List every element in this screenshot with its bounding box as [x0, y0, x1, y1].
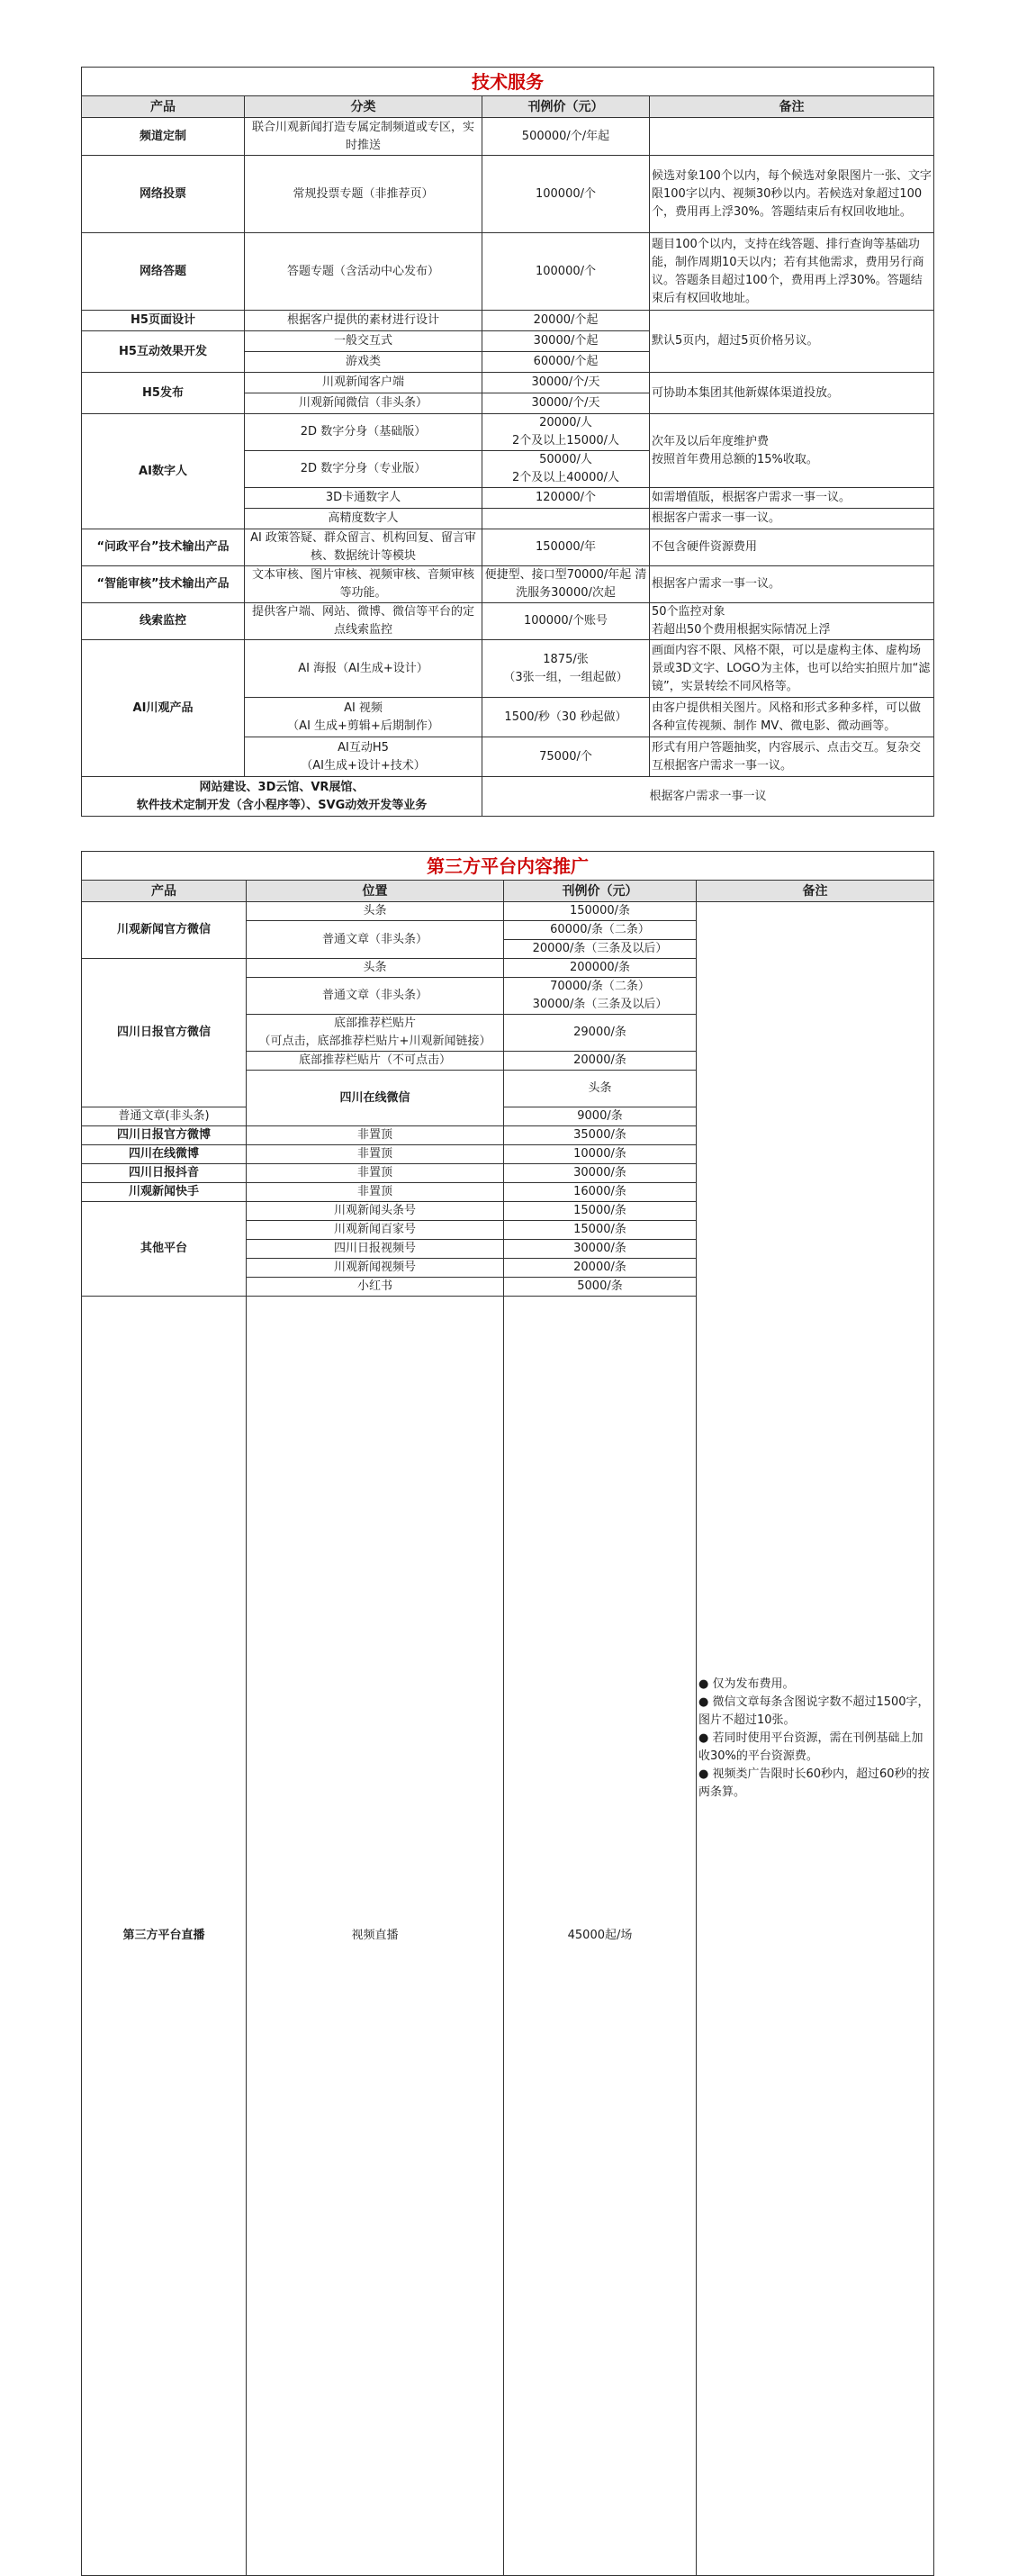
product-cell: AI数字人: [82, 414, 245, 529]
table-row: [82, 566, 934, 603]
category-cell: 高精度数字人: [245, 509, 482, 529]
price-cell: 100000/个: [482, 233, 650, 311]
third-party-title: 第三方平台内容推广: [82, 852, 934, 881]
price-cell: [482, 451, 650, 488]
price-line: 70000/条（二条）: [550, 980, 650, 993]
note-line: 按照首年费用总额的15%收取。: [652, 452, 818, 466]
note-item: ● 微信文章每条含图说字数不超过1500字，图片不超过10张。: [698, 1695, 930, 1727]
position-cell: 非置顶: [247, 1164, 504, 1183]
category-cell: AI 海报（AI生成+设计）: [245, 640, 482, 698]
note-item: ● 仅为发布费用。: [698, 1677, 795, 1691]
product-cell: 线索监控: [82, 603, 245, 640]
price-cell: 30000/个/天: [482, 373, 650, 393]
note-cell: 不包含硬件资源费用: [650, 529, 934, 566]
note-line: 50个监控对象: [652, 605, 725, 619]
product-cell: 四川日报官方微博: [82, 1126, 247, 1145]
price-cell: 60000/条（二条）: [504, 921, 697, 940]
product-cell: “问政平台”技术输出产品: [82, 529, 245, 566]
category-cell: 文本审核、图片审核、视频审核、音频审核等功能。: [245, 566, 482, 603]
tech-services-title: 技术服务: [82, 68, 934, 96]
header-product: 产品: [82, 96, 245, 118]
position-cell: 非置顶: [247, 1126, 504, 1145]
position-line: 底部推荐栏贴片: [333, 1017, 416, 1030]
category-cell: 川观新闻微信（非头条）: [245, 393, 482, 414]
category-cell: 一般交互式: [245, 331, 482, 352]
header-category: 分类: [245, 96, 482, 118]
price-cell: 500000/个/年起: [482, 118, 650, 156]
position-cell: 底部推荐栏贴片（不可点击）: [247, 1052, 504, 1071]
position-cell: 普通文章（非头条）: [247, 978, 504, 1015]
position-cell: 川观新闻视频号: [247, 1259, 504, 1278]
product-cell: 川观新闻官方微信: [82, 902, 247, 959]
header-price: 刊例价（元）: [482, 96, 650, 118]
product-cell: 四川日报抖音: [82, 1164, 247, 1183]
header-position: 位置: [247, 881, 504, 902]
product-cell: 四川在线微信: [247, 1071, 504, 1126]
price-cell: 20000/个起: [482, 311, 650, 331]
price-cell: 29000/条: [504, 1015, 697, 1052]
product-cell: AI川观产品: [82, 640, 245, 777]
position-cell: 头条: [504, 1071, 697, 1107]
table-row: [82, 118, 934, 156]
price-cell: 100000/个: [482, 156, 650, 233]
category-cell: AI 政策答疑、群众留言、机构回复、留言审核、数据统计等模块: [245, 529, 482, 566]
position-cell: 头条: [247, 902, 504, 921]
note-cell: 题目100个以内，支持在线答题、排行查询等基础功能，制作周期10天以内；若有其他需求，费用另行商议。答题条目超过100个，费用再上浮30%。答题结束后有权回收地址。: [650, 233, 934, 311]
position-cell: 小红书: [247, 1278, 504, 1297]
note-item: ● 若同时使用平台资源，需在刊例基础上加收30%的平台资源费。: [698, 1731, 923, 1763]
category-cell: 川观新闻客户端: [245, 373, 482, 393]
note-cell: 默认5页内，超过5页价格另议。: [650, 311, 934, 373]
note-cell: [650, 414, 934, 488]
price-cell: 60000/个起: [482, 352, 650, 373]
position-cell: 普通文章(非头条): [82, 1107, 247, 1126]
product-cell: “智能审核”技术输出产品: [82, 566, 245, 603]
position-cell: 非置顶: [247, 1145, 504, 1164]
product-cell: H5发布: [82, 373, 245, 414]
position-cell: 头条: [247, 959, 504, 978]
product-cell: H5页面设计: [82, 311, 245, 331]
price-line: 2个及以上15000/人: [511, 434, 619, 447]
product-line: 软件技术定制开发（含小程序等）、SVG动效开发等业务: [136, 798, 428, 812]
category-cell: 游戏类: [245, 352, 482, 373]
table-row: [82, 777, 934, 817]
category-cell: [245, 698, 482, 737]
table-row: [82, 311, 934, 331]
price-cell: [504, 978, 697, 1015]
category-cell: 提供客户端、网站、微博、微信等平台的定点线索监控: [245, 603, 482, 640]
table-row: [82, 529, 934, 566]
price-line: 30000/条（三条及以后）: [532, 998, 668, 1011]
note-cell: 根据客户需求一事一议: [482, 777, 934, 817]
note-line: 若超出50个费用根据实际情况上浮: [652, 623, 831, 637]
table-row: [82, 414, 934, 451]
note-cell: 形式有用户答题抽奖，内容展示、点击交互。复杂交互根据客户需求一事一议。: [650, 737, 934, 777]
price-cell: 15000/条: [504, 1202, 697, 1221]
price-cell: 20000/条: [504, 1259, 697, 1278]
price-line: 2个及以上40000/人: [511, 471, 619, 484]
note-cell: 候选对象100个以内，每个候选对象限图片一张、文字限100字以内、视频30秒以内。若候选对象超过100个，费用再上浮30%。答题结束后有权回收地址。: [650, 156, 934, 233]
price-cell: [482, 509, 650, 529]
note-item: ● 视频类广告限时长60秒内，超过60秒的按两条算。: [698, 1767, 930, 1799]
note-cell: 根据客户需求一事一议。: [650, 509, 934, 529]
position-cell: 川观新闻百家号: [247, 1221, 504, 1240]
note-cell: [697, 902, 934, 2576]
product-cell: 四川在线微博: [82, 1145, 247, 1164]
price-cell: 200000/条: [504, 959, 697, 978]
note-cell: [650, 603, 934, 640]
product-line: 网站建设、3D云馆、VR展馆、: [199, 780, 365, 794]
category-line: （AI生成+设计+技术）: [301, 758, 426, 773]
position-cell: 普通文章（非头条）: [247, 921, 504, 959]
header-product: 产品: [82, 881, 247, 902]
tech-services-table: [81, 67, 934, 817]
price-cell: 30000/条: [504, 1164, 697, 1183]
note-cell: 如需增值版，根据客户需求一事一议。: [650, 488, 934, 509]
note-cell: 可协助本集团其他新媒体渠道投放。: [650, 373, 934, 414]
note-line: 次年及以后年度维护费: [652, 434, 770, 448]
note-cell: 画面内容不限、风格不限，可以是虚构主体、虚构场景或3D文字、LOGO为主体，也可以给实拍照片加“滤镜”，实景转绘不同风格等。: [650, 640, 934, 698]
table-row: [82, 640, 934, 698]
price-cell: 100000/个账号: [482, 603, 650, 640]
product-cell: 其他平台: [82, 1202, 247, 1297]
position-cell: 视频直播: [247, 1297, 504, 2576]
third-party-table: [81, 851, 934, 2576]
price-line: （3张一组，一组起做）: [503, 670, 628, 684]
price-cell: [482, 414, 650, 451]
note-list: [698, 1676, 932, 1802]
price-cell: 20000/条: [504, 1052, 697, 1071]
price-cell: 15000/条: [504, 1221, 697, 1240]
price-cell: 1500/秒（30 秒起做）: [482, 698, 650, 737]
price-cell: 20000/条（三条及以后）: [504, 940, 697, 959]
category-cell: 3D卡通数字人: [245, 488, 482, 509]
price-cell: 150000/年: [482, 529, 650, 566]
category-cell: 答题专题（含活动中心发布）: [245, 233, 482, 311]
position-cell: 川观新闻头条号: [247, 1202, 504, 1221]
price-cell: 150000/条: [504, 902, 697, 921]
header-price: 刊例价（元）: [504, 881, 697, 902]
price-cell: 120000/个: [482, 488, 650, 509]
product-cell: 网络投票: [82, 156, 245, 233]
category-cell: 联合川观新闻打造专属定制频道或专区，实时推送: [245, 118, 482, 156]
category-cell: 2D 数字分身（基础版）: [245, 414, 482, 451]
category-line: AI 视频: [344, 700, 383, 715]
price-cell: 5000/条: [504, 1278, 697, 1297]
position-line: （可点击，底部推荐栏贴片+川观新闻链接）: [258, 1035, 491, 1048]
note-cell: 由客户提供相关图片。风格和形式多种多样，可以做各种宣传视频、制作 MV、微电影、微动画等。: [650, 698, 934, 737]
table-row: [82, 373, 934, 393]
price-cell: 9000/条: [504, 1107, 697, 1126]
category-cell: 2D 数字分身（专业版）: [245, 451, 482, 488]
price-cell: 75000/个: [482, 737, 650, 777]
price-cell: [482, 640, 650, 698]
table-row: [82, 156, 934, 233]
category-cell: 根据客户提供的素材进行设计: [245, 311, 482, 331]
price-line: 50000/人: [539, 453, 592, 466]
product-cell: 第三方平台直播: [82, 1297, 247, 2576]
table-row: [82, 233, 934, 311]
price-cell: 30000/个/天: [482, 393, 650, 414]
price-cell: 10000/条: [504, 1145, 697, 1164]
position-cell: 四川日报视频号: [247, 1240, 504, 1259]
category-cell: 常规投票专题（非推荐页）: [245, 156, 482, 233]
product-cell: 网络答题: [82, 233, 245, 311]
table-row: [82, 902, 934, 921]
header-note: 备注: [650, 96, 934, 118]
price-cell: 16000/条: [504, 1183, 697, 1202]
price-cell: 35000/条: [504, 1126, 697, 1145]
category-cell: [245, 737, 482, 777]
header-note: 备注: [697, 881, 934, 902]
note-cell: [650, 118, 934, 156]
product-cell: H5互动效果开发: [82, 331, 245, 373]
price-cell: 30000/个起: [482, 331, 650, 352]
table-row: [82, 603, 934, 640]
position-cell: 非置顶: [247, 1183, 504, 1202]
product-cell: 川观新闻快手: [82, 1183, 247, 1202]
price-line: 1875/张: [543, 652, 589, 666]
category-line: AI互动H5: [338, 740, 389, 755]
product-cell: [82, 777, 482, 817]
category-line: （AI 生成+剪辑+后期制作）: [287, 719, 439, 733]
price-cell: 便捷型、接口型70000/年起 清洗服务30000/次起: [482, 566, 650, 603]
price-cell: 45000起/场: [504, 1297, 697, 2576]
price-cell: 30000/条: [504, 1240, 697, 1259]
product-cell: 频道定制: [82, 118, 245, 156]
product-cell: 四川日报官方微信: [82, 959, 247, 1107]
price-line: 20000/人: [539, 416, 592, 429]
note-cell: 根据客户需求一事一议。: [650, 566, 934, 603]
position-cell: [247, 1015, 504, 1052]
